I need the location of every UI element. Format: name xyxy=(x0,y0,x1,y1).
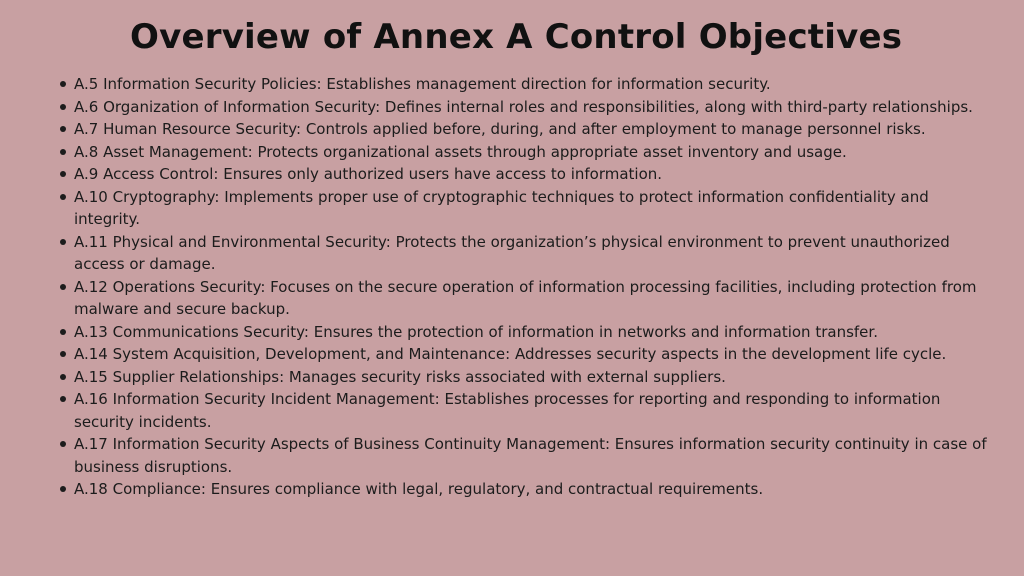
list-item: A.14 System Acquisition, Development, and Maintenance: Addresses security aspects in the development life cycle. xyxy=(74,343,989,366)
list-item: A.11 Physical and Environmental Security: Protects the organization’s physical environment to prevent unauthorized access or damage. xyxy=(74,231,989,276)
list-item: A.5 Information Security Policies: Establishes management direction for information security. xyxy=(74,73,989,96)
list-item: A.17 Information Security Aspects of Business Continuity Management: Ensures information security continuity in case of business disruptions. xyxy=(74,433,989,478)
list-item: A.12 Operations Security: Focuses on the secure operation of information processing facilities, including protection from malware and secure backup. xyxy=(74,276,989,321)
list-item: A.9 Access Control: Ensures only authorized users have access to information. xyxy=(74,163,989,186)
list-item: A.10 Cryptography: Implements proper use of cryptographic techniques to protect information confidentiality and integrity. xyxy=(74,186,989,231)
slide-title: Overview of Annex A Control Objectives xyxy=(130,17,903,57)
control-objectives-list xyxy=(74,73,989,501)
list-item: A.13 Communications Security: Ensures the protection of information in networks and information transfer. xyxy=(74,321,989,344)
list-item: A.16 Information Security Incident Management: Establishes processes for reporting and responding to information security incidents. xyxy=(74,388,989,433)
list-item: A.15 Supplier Relationships: Manages security risks associated with external suppliers. xyxy=(74,366,989,389)
list-item: A.18 Compliance: Ensures compliance with legal, regulatory, and contractual requirements. xyxy=(74,478,989,501)
list-item: A.8 Asset Management: Protects organizational assets through appropriate asset inventory and usage. xyxy=(74,141,989,164)
list-item: A.7 Human Resource Security: Controls applied before, during, and after employment to manage personnel risks. xyxy=(74,118,989,141)
list-item: A.6 Organization of Information Security: Defines internal roles and responsibilities, along with third-party relationships. xyxy=(74,96,989,119)
